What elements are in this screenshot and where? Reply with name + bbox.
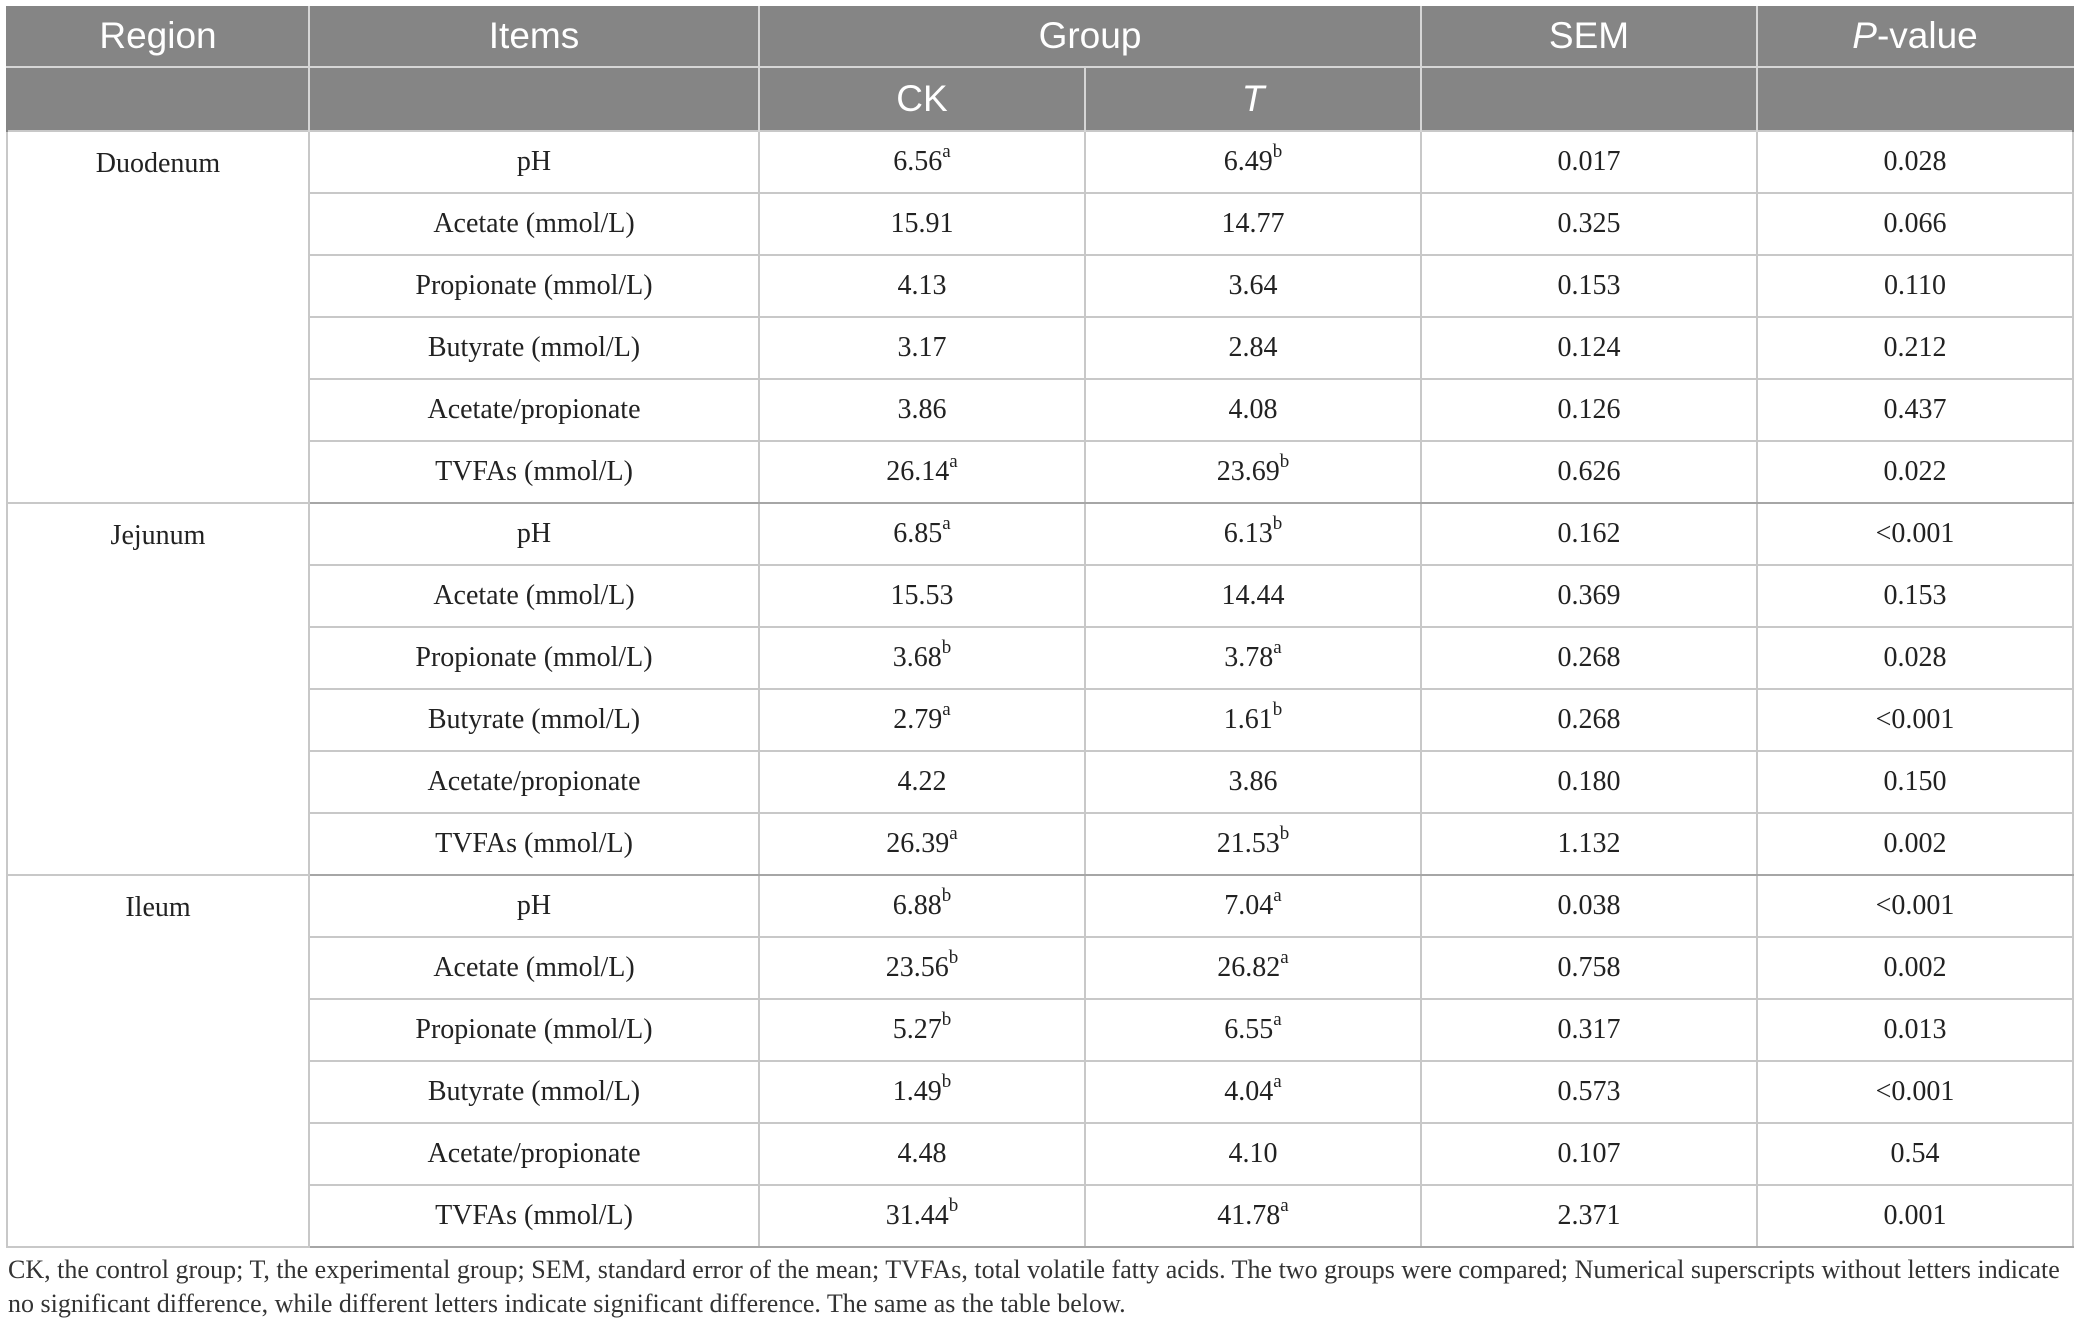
sem-cell (1421, 875, 1757, 937)
ck-cell-value: 4.13 (897, 270, 947, 301)
sem-cell (1421, 379, 1757, 441)
table-row (7, 131, 2073, 193)
t-cell-superscript: a (1273, 1008, 1282, 1030)
t-cell-value: 21.53 (1216, 828, 1280, 859)
t-cell-value: 4.08 (1228, 394, 1278, 425)
t-cell-value: 14.44 (1221, 580, 1285, 611)
p-value-cell-value: <0.001 (1875, 890, 1955, 921)
t-cell-value: 4.04 (1224, 1076, 1274, 1107)
item-cell (309, 751, 759, 813)
p-value-cell (1757, 1185, 2073, 1247)
header-p-rest: -value (1876, 15, 1978, 56)
sem-cell-value: 1.132 (1557, 828, 1621, 859)
sem-cell-value: 2.371 (1557, 1200, 1621, 1231)
p-value-cell (1757, 937, 2073, 999)
p-value-cell (1757, 875, 2073, 937)
p-value-cell (1757, 131, 2073, 193)
p-value-cell-value: <0.001 (1875, 518, 1955, 549)
sem-cell (1421, 441, 1757, 503)
ck-cell (759, 937, 1085, 999)
ck-cell-superscript: b (948, 946, 959, 968)
sem-cell-value: 0.038 (1557, 890, 1621, 921)
t-cell-value: 6.55 (1224, 1014, 1274, 1045)
table-row (7, 689, 2073, 751)
header-t: T (1085, 67, 1421, 131)
p-value-cell (1757, 441, 2073, 503)
t-cell (1085, 937, 1421, 999)
item-cell-value: Acetate/propionate (427, 1138, 641, 1169)
t-cell-value: 7.04 (1224, 890, 1274, 921)
header-region: Region (7, 6, 309, 67)
ck-cell (759, 813, 1085, 875)
item-cell (309, 627, 759, 689)
sem-cell (1421, 131, 1757, 193)
ck-cell (759, 255, 1085, 317)
p-value-cell (1757, 1061, 2073, 1123)
header-p-blank (1757, 67, 2073, 131)
p-value-cell (1757, 627, 2073, 689)
table-header (7, 6, 2073, 131)
sem-cell (1421, 1061, 1757, 1123)
t-cell-value: 3.86 (1228, 766, 1278, 797)
item-cell-value: Acetate (mmol/L) (433, 580, 635, 611)
sem-cell-value: 0.162 (1557, 518, 1621, 549)
item-cell (309, 193, 759, 255)
p-value-cell-value: <0.001 (1875, 704, 1955, 735)
item-cell (309, 937, 759, 999)
ck-cell-superscript: a (942, 140, 951, 162)
region-cell: Duodenum (7, 131, 309, 503)
sem-cell (1421, 751, 1757, 813)
table-row (7, 565, 2073, 627)
p-value-cell (1757, 317, 2073, 379)
table-footnote: CK, the control group; T, the experimental group; SEM, standard error of the mean; TVFAs, total volatile fatty acids. The two groups were compared; Numerical superscripts without letters indicate no significant difference, while different letters indicate significant difference. The same as the table below. (8, 1255, 2060, 1318)
sem-cell-value: 0.369 (1557, 580, 1621, 611)
p-value-cell (1757, 813, 2073, 875)
ck-cell (759, 193, 1085, 255)
item-cell (309, 441, 759, 503)
sem-cell-value: 0.107 (1557, 1138, 1621, 1169)
item-cell-value: Butyrate (mmol/L) (427, 1076, 641, 1107)
t-cell-value: 41.78 (1217, 1200, 1281, 1231)
t-cell-value: 3.64 (1228, 270, 1278, 301)
sem-cell-value: 0.180 (1557, 766, 1621, 797)
t-cell (1085, 255, 1421, 317)
p-value-cell-value: 0.001 (1883, 1200, 1947, 1231)
header-ck: CK (759, 67, 1085, 131)
p-value-cell-value: 0.013 (1883, 1014, 1947, 1045)
p-value-cell-value: 0.150 (1883, 766, 1947, 797)
t-cell (1085, 689, 1421, 751)
t-cell (1085, 131, 1421, 193)
sem-cell-value: 0.626 (1557, 456, 1621, 487)
t-cell-superscript: b (1279, 822, 1290, 844)
header-row-primary (7, 6, 2073, 67)
item-cell-value: pH (516, 518, 552, 549)
p-value-cell-value: 0.110 (1884, 270, 1946, 301)
p-value-cell-value: 0.066 (1883, 208, 1947, 239)
ck-cell (759, 503, 1085, 565)
ck-cell-value: 26.39 (886, 828, 950, 859)
p-value-cell-value: 0.028 (1883, 642, 1947, 673)
item-cell-value: pH (516, 890, 552, 921)
item-cell-value: Butyrate (mmol/L) (427, 704, 641, 735)
t-cell-value: 6.49 (1223, 146, 1273, 177)
header-items-blank (309, 67, 759, 131)
p-value-cell (1757, 255, 2073, 317)
t-cell (1085, 379, 1421, 441)
ck-cell-value: 4.22 (897, 766, 947, 797)
ck-cell-value: 3.17 (897, 332, 947, 363)
ck-cell-value: 15.53 (890, 580, 954, 611)
table-row (7, 503, 2073, 565)
item-cell (309, 875, 759, 937)
p-value-cell-value: 0.002 (1883, 952, 1947, 983)
t-cell-superscript: b (1272, 698, 1283, 720)
ck-cell-value: 23.56 (885, 952, 949, 983)
p-value-cell (1757, 379, 2073, 441)
sem-cell-value: 0.268 (1557, 642, 1621, 673)
ck-cell-superscript: b (948, 1194, 959, 1216)
p-value-cell-value: 0.437 (1883, 394, 1947, 425)
ck-cell (759, 441, 1085, 503)
t-cell-value: 6.13 (1223, 518, 1273, 549)
ck-cell-value: 3.68 (892, 642, 942, 673)
table-row (7, 875, 2073, 937)
item-cell (309, 1061, 759, 1123)
table-row (7, 317, 2073, 379)
table-row (7, 1061, 2073, 1123)
t-cell-value: 2.84 (1228, 332, 1278, 363)
ck-cell (759, 1123, 1085, 1185)
header-row-secondary (7, 67, 2073, 131)
item-cell-value: Propionate (mmol/L) (415, 642, 653, 673)
t-cell-superscript: b (1279, 450, 1290, 472)
item-cell-value: Acetate/propionate (427, 766, 641, 797)
item-cell-value: Acetate (mmol/L) (433, 208, 635, 239)
t-cell (1085, 565, 1421, 627)
ck-cell-value: 2.79 (893, 704, 943, 735)
item-cell-value: TVFAs (mmol/L) (435, 456, 633, 487)
p-value-cell (1757, 751, 2073, 813)
table-row (7, 441, 2073, 503)
t-cell-superscript: b (1272, 512, 1283, 534)
ck-cell (759, 999, 1085, 1061)
t-cell (1085, 813, 1421, 875)
ck-cell-value: 15.91 (890, 208, 954, 239)
table-body (7, 131, 2073, 1247)
p-value-cell-value: <0.001 (1875, 1076, 1955, 1107)
ck-cell-value: 3.86 (897, 394, 947, 425)
p-value-cell (1757, 689, 2073, 751)
ck-cell-superscript: a (942, 512, 951, 534)
t-cell-superscript: a (1273, 1070, 1282, 1092)
sem-cell-value: 0.126 (1557, 394, 1621, 425)
t-cell (1085, 875, 1421, 937)
sem-cell (1421, 565, 1757, 627)
t-cell (1085, 441, 1421, 503)
ck-cell (759, 131, 1085, 193)
ck-cell-superscript: a (942, 698, 951, 720)
ck-cell (759, 875, 1085, 937)
sem-cell-value: 0.268 (1557, 704, 1621, 735)
p-value-cell (1757, 193, 2073, 255)
table-row (7, 1185, 2073, 1247)
table-row (7, 813, 2073, 875)
ck-cell-value: 6.88 (892, 890, 942, 921)
item-cell (309, 379, 759, 441)
t-cell-value: 26.82 (1217, 952, 1281, 983)
item-cell-value: Propionate (mmol/L) (415, 1014, 653, 1045)
t-cell-superscript: a (1273, 636, 1282, 658)
sem-cell-value: 0.124 (1557, 332, 1621, 363)
item-cell (309, 503, 759, 565)
item-cell (309, 317, 759, 379)
t-cell (1085, 503, 1421, 565)
ck-cell-value: 4.48 (897, 1138, 947, 1169)
t-cell-superscript: a (1280, 946, 1289, 968)
header-region-blank (7, 67, 309, 131)
header-sem-blank (1421, 67, 1757, 131)
table-row (7, 193, 2073, 255)
ck-cell (759, 1185, 1085, 1247)
t-cell-value: 3.78 (1224, 642, 1274, 673)
item-cell-value: TVFAs (mmol/L) (435, 828, 633, 859)
t-cell (1085, 999, 1421, 1061)
item-cell-value: TVFAs (mmol/L) (435, 1200, 633, 1231)
region-cell: Jejunum (7, 503, 309, 875)
t-cell (1085, 751, 1421, 813)
table-row (7, 255, 2073, 317)
t-cell-value: 4.10 (1228, 1138, 1278, 1169)
region-cell: Ileum (7, 875, 309, 1247)
table-row (7, 751, 2073, 813)
data-table-container (6, 6, 2072, 1248)
t-cell (1085, 317, 1421, 379)
sem-cell-value: 0.325 (1557, 208, 1621, 239)
ck-cell (759, 317, 1085, 379)
ck-cell-value: 5.27 (892, 1014, 942, 1045)
ck-cell-superscript: a (949, 450, 958, 472)
header-items: Items (309, 6, 759, 67)
sem-cell (1421, 813, 1757, 875)
vfa-table (6, 6, 2074, 1248)
item-cell-value: Acetate/propionate (427, 394, 641, 425)
sem-cell-value: 0.017 (1557, 146, 1621, 177)
ck-cell (759, 627, 1085, 689)
t-cell (1085, 1185, 1421, 1247)
ck-cell-value: 1.49 (892, 1076, 942, 1107)
p-value-cell (1757, 503, 2073, 565)
p-value-cell-value: 0.028 (1883, 146, 1947, 177)
item-cell (309, 131, 759, 193)
item-cell (309, 1185, 759, 1247)
table-row (7, 627, 2073, 689)
sem-cell-value: 0.317 (1557, 1014, 1621, 1045)
ck-cell (759, 1061, 1085, 1123)
sem-cell (1421, 1185, 1757, 1247)
t-cell-value: 14.77 (1221, 208, 1285, 239)
t-cell-value: 23.69 (1216, 456, 1280, 487)
sem-cell (1421, 503, 1757, 565)
ck-cell-superscript: a (949, 822, 958, 844)
p-value-cell-value: 0.54 (1890, 1138, 1940, 1169)
item-cell (309, 255, 759, 317)
sem-cell (1421, 999, 1757, 1061)
header-p-value (1757, 6, 2073, 67)
ck-cell-value: 6.56 (893, 146, 943, 177)
p-value-cell (1757, 1123, 2073, 1185)
header-p-italic: P (1852, 15, 1877, 56)
item-cell-value: Propionate (mmol/L) (415, 270, 653, 301)
item-cell (309, 1123, 759, 1185)
sem-cell-value: 0.573 (1557, 1076, 1621, 1107)
t-cell-value: 1.61 (1223, 704, 1273, 735)
t-cell-superscript: b (1272, 140, 1283, 162)
ck-cell-superscript: b (941, 1070, 952, 1092)
table-row (7, 1123, 2073, 1185)
item-cell (309, 689, 759, 751)
sem-cell (1421, 1123, 1757, 1185)
p-value-cell-value: 0.212 (1883, 332, 1947, 363)
item-cell-value: Butyrate (mmol/L) (427, 332, 641, 363)
sem-cell (1421, 193, 1757, 255)
t-cell (1085, 1061, 1421, 1123)
p-value-cell-value: 0.153 (1883, 580, 1947, 611)
t-cell (1085, 193, 1421, 255)
ck-cell-superscript: b (941, 636, 952, 658)
header-group: Group (759, 6, 1421, 67)
sem-cell (1421, 689, 1757, 751)
item-cell-value: pH (516, 146, 552, 177)
p-value-cell (1757, 565, 2073, 627)
ck-cell (759, 751, 1085, 813)
p-value-cell-value: 0.022 (1883, 456, 1947, 487)
t-cell-superscript: a (1273, 884, 1282, 906)
ck-cell (759, 379, 1085, 441)
header-sem: SEM (1421, 6, 1757, 67)
table-row (7, 999, 2073, 1061)
item-cell (309, 565, 759, 627)
sem-cell-value: 0.758 (1557, 952, 1621, 983)
item-cell (309, 813, 759, 875)
ck-cell-value: 6.85 (893, 518, 943, 549)
ck-cell (759, 565, 1085, 627)
sem-cell (1421, 317, 1757, 379)
ck-cell-superscript: b (941, 1008, 952, 1030)
t-cell-superscript: a (1280, 1194, 1289, 1216)
t-cell (1085, 1123, 1421, 1185)
table-row (7, 937, 2073, 999)
item-cell (309, 999, 759, 1061)
ck-cell-superscript: b (941, 884, 952, 906)
sem-cell-value: 0.153 (1557, 270, 1621, 301)
p-value-cell-value: 0.002 (1883, 828, 1947, 859)
t-cell (1085, 627, 1421, 689)
item-cell-value: Acetate (mmol/L) (433, 952, 635, 983)
ck-cell-value: 26.14 (886, 456, 950, 487)
sem-cell (1421, 937, 1757, 999)
sem-cell (1421, 627, 1757, 689)
table-row (7, 379, 2073, 441)
sem-cell (1421, 255, 1757, 317)
ck-cell-value: 31.44 (885, 1200, 949, 1231)
ck-cell (759, 689, 1085, 751)
p-value-cell (1757, 999, 2073, 1061)
